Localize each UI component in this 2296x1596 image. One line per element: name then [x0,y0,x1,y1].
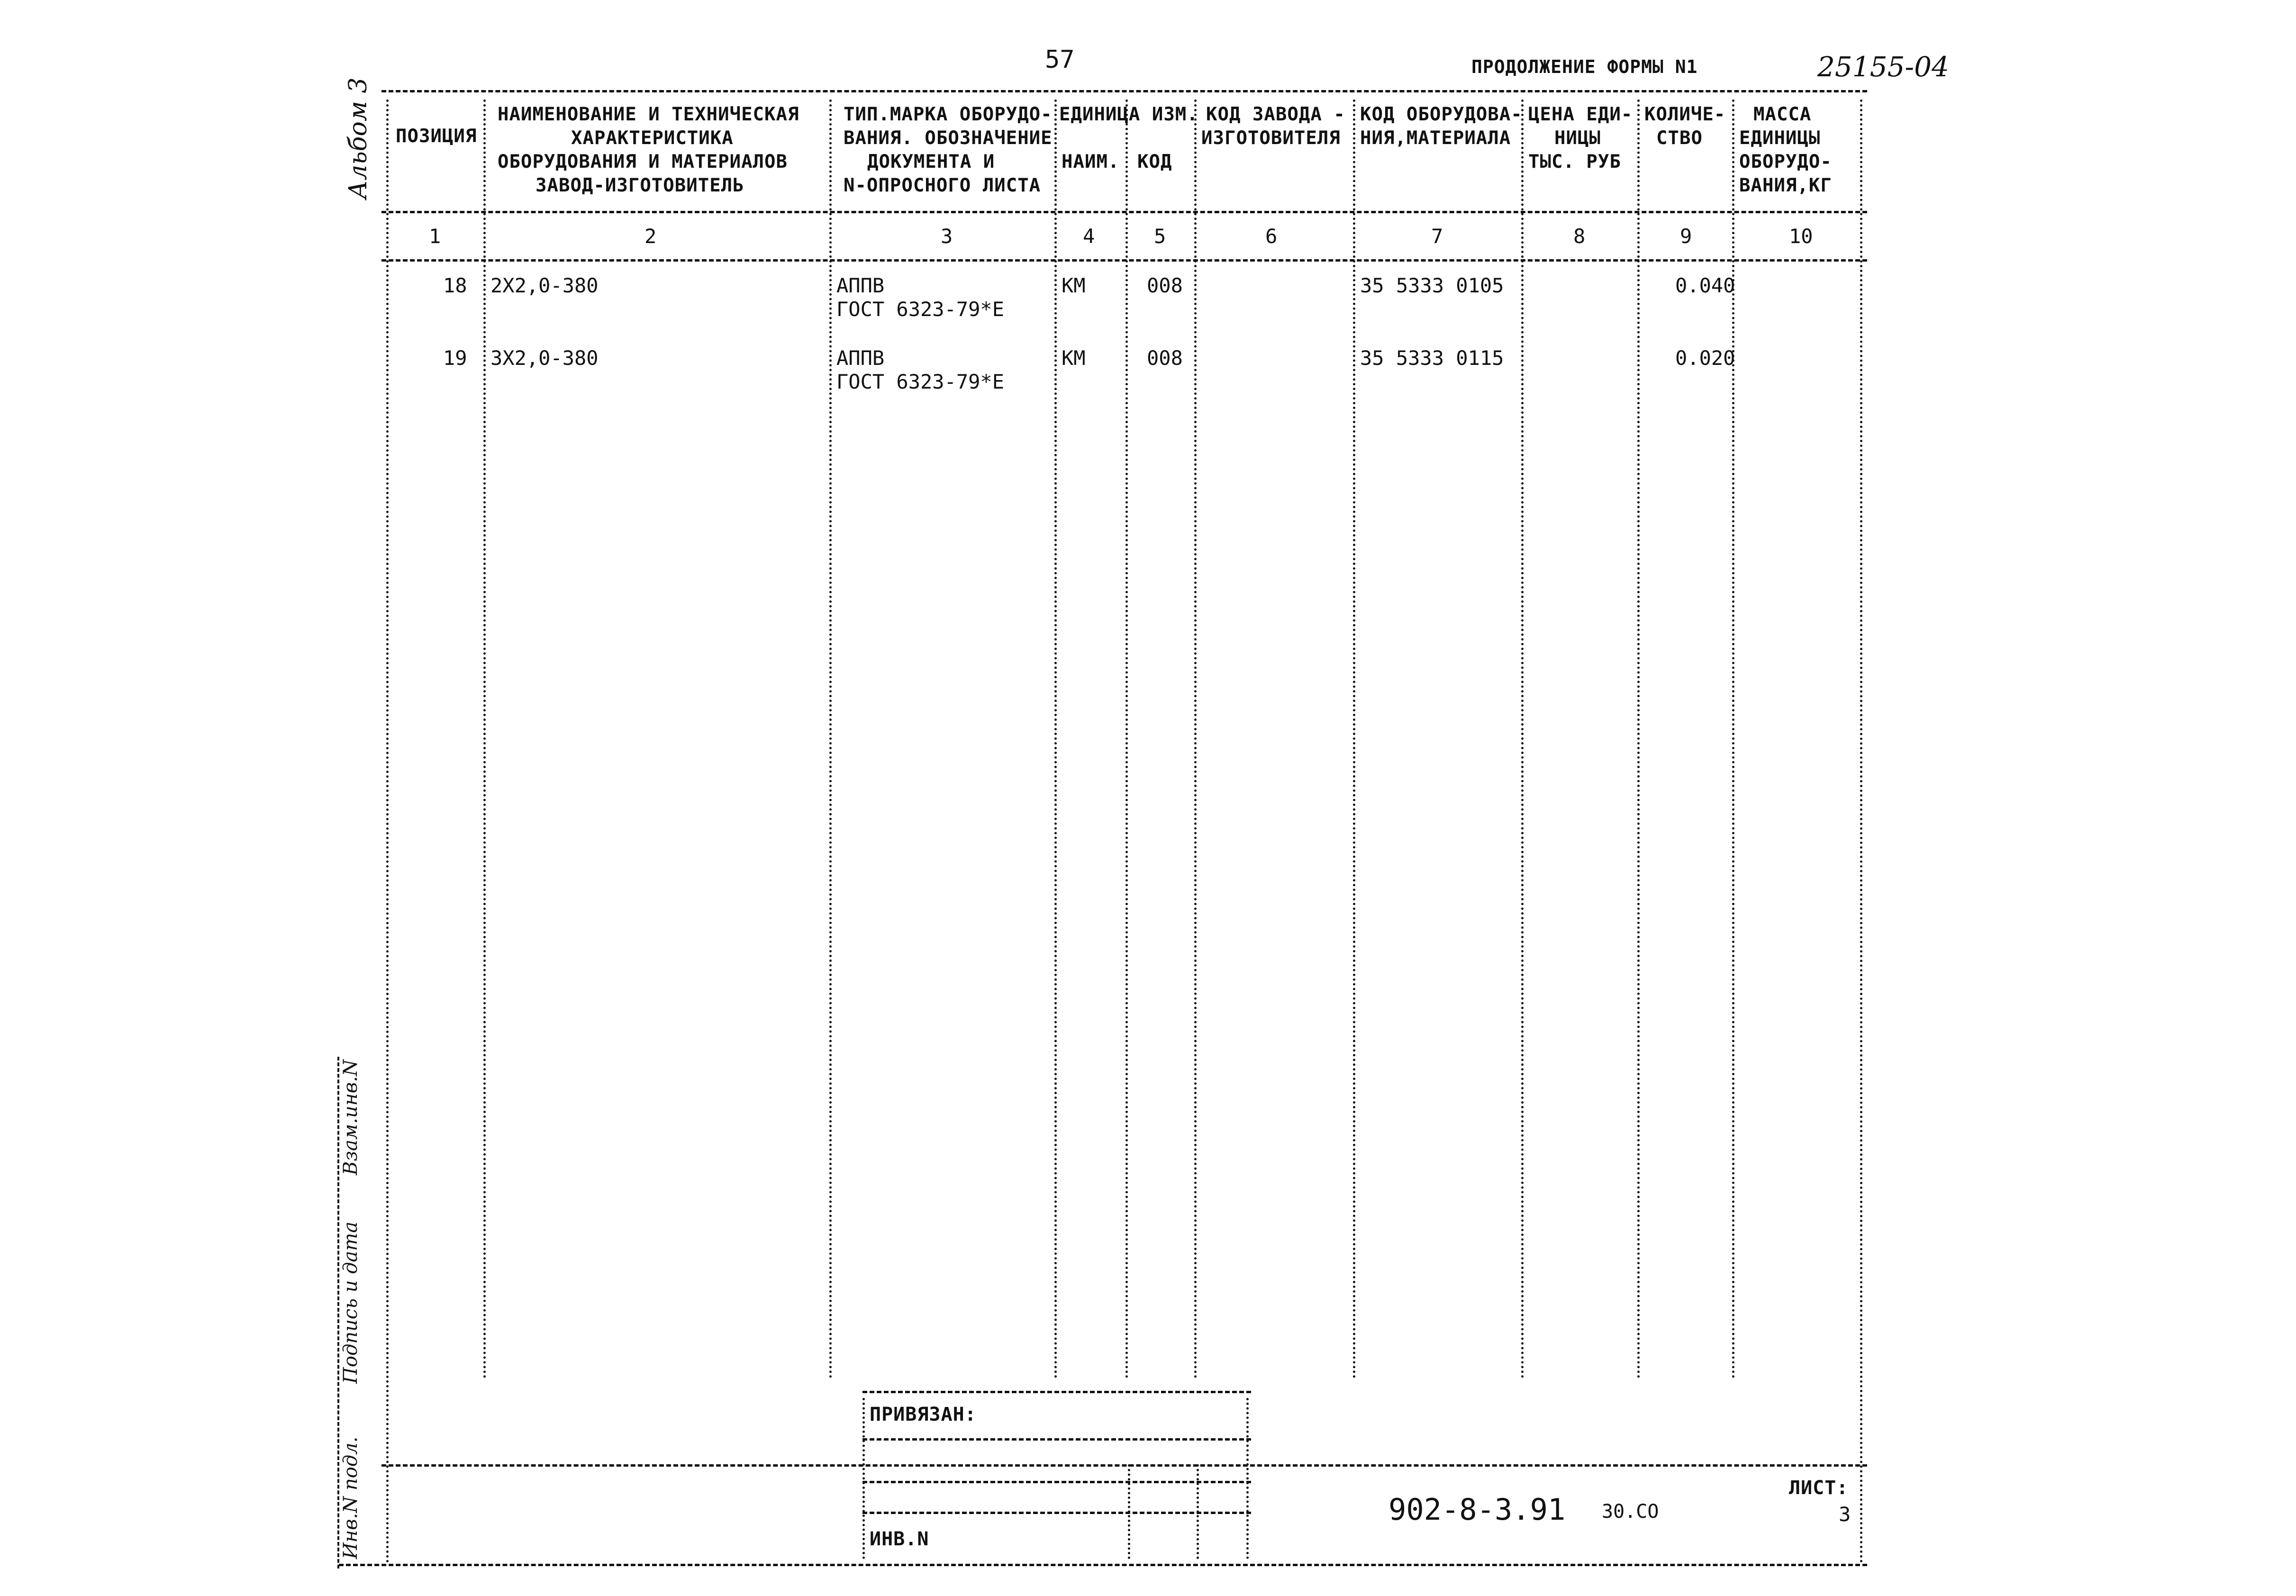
col-sep-8 [1637,100,1640,1379]
podpis-label: Подпись и дата [340,1221,362,1384]
stamp-col-b [1197,1464,1199,1559]
inv-podl-label: Инв.N подл. [340,1436,362,1559]
stamp-line-1 [862,1391,1251,1393]
continuation-title: ПРОДОЛЖЕНИЕ ФОРМЫ N1 [1471,56,1698,77]
cell-qty: 0.020 [1675,346,1735,370]
cell-pos: 18 [443,274,467,297]
cell-type: АППВ [836,274,885,297]
stamp-col-a [1128,1464,1130,1559]
col-sep-4 [1125,100,1128,1379]
stamp-col-c [1246,1398,1249,1559]
cell-type-std: ГОСТ 6323-79*Е [836,370,1005,393]
doc-suffix: 30.СО [1602,1501,1659,1523]
col-sep-10 [1860,100,1862,1564]
doc-code: 902-8-3.91 [1388,1492,1566,1527]
cell-unit-code: 008 [1147,346,1183,370]
col-sep-7 [1521,100,1524,1379]
col-sep-0 [386,100,389,1564]
cell-pos: 19 [443,346,467,370]
col-sep-1 [483,100,486,1379]
bottom-border [339,1564,1867,1566]
cell-type-std: ГОСТ 6323-79*Е [836,298,1005,321]
vzam-inv-label: Взам.инв.N [340,1059,362,1175]
col-sep-5 [1194,100,1197,1379]
cell-equip-code: 35 5333 0115 [1360,346,1504,370]
cell-name: 2Х2,0-380 [490,274,599,297]
col-sep-6 [1353,100,1355,1379]
attached-label: ПРИВЯЗАН: [870,1404,977,1425]
header-divider [381,211,1867,213]
cell-type: АППВ [836,346,885,370]
cell-name: 3Х2,0-380 [490,346,599,370]
cell-equip-code: 35 5333 0105 [1360,274,1504,297]
stamp-col-left [862,1398,865,1559]
cell-unit: КМ [1062,274,1086,297]
sheet-label: ЛИСТ: [1789,1477,1849,1499]
margin-line [337,1057,339,1569]
cell-unit-code: 008 [1147,274,1183,297]
col-sep-2 [829,100,832,1379]
stamp-top-border [381,1464,1867,1467]
page-number: 57 [1045,45,1075,74]
stamp-line-4 [862,1481,1251,1483]
album-label: Альбом 3 [344,77,372,199]
column-number-divider [381,259,1867,262]
col-sep-3 [1054,100,1057,1379]
handwritten-code: 25155-04 [1817,51,1949,83]
top-border [381,90,1867,92]
sheet-value: 3 [1839,1503,1851,1526]
stamp-line-3 [862,1512,1251,1514]
inv-label: ИНВ.N [870,1528,929,1550]
cell-qty: 0.040 [1675,274,1735,297]
cell-unit: КМ [1062,346,1086,370]
stamp-line-2 [862,1438,1251,1441]
